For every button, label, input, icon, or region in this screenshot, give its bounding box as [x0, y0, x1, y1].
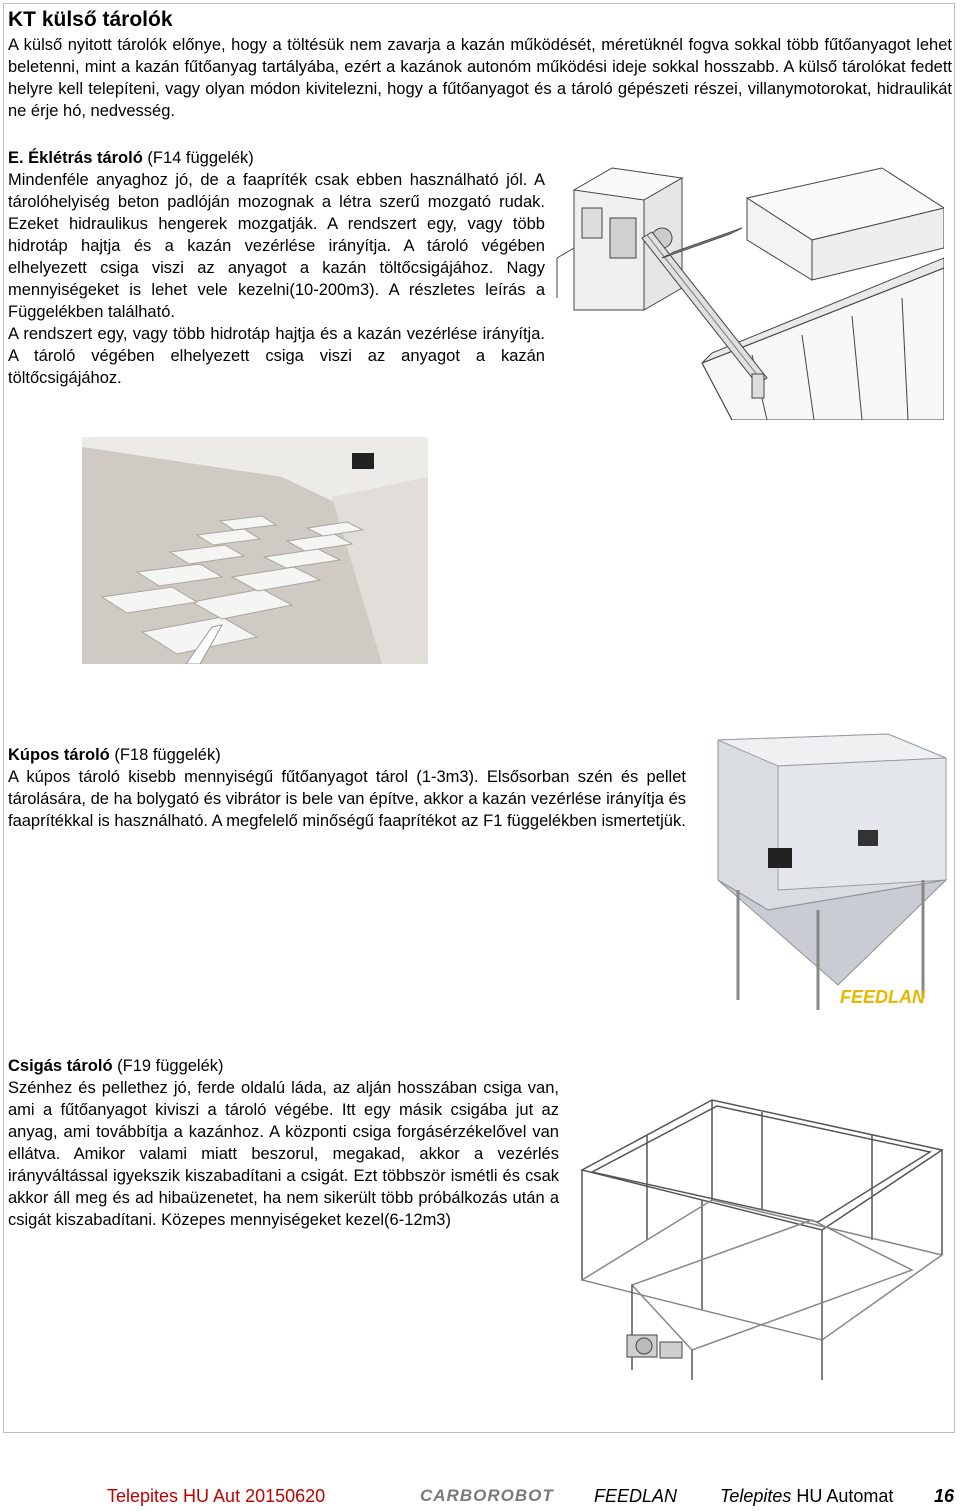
conical-hopper-photo — [708, 730, 952, 1012]
section-kupos-text — [8, 744, 686, 832]
section-csigas-text — [8, 1055, 559, 1231]
section-e-body2: A rendszert egy, vagy több hidrotáp hajtja és a kazán vezérlése irányítja. A tároló végében elhelyezett csiga viszi az anyagot a kazán töltőcsigájához. — [8, 325, 545, 387]
feedlan-logo: FEEDLAN — [840, 987, 925, 1007]
auger-bin-drawing — [572, 1080, 952, 1390]
section-kupos-body: A kúpos tároló kisebb mennyiségű fűtőanyagot tárol (1-3m3). Elsősorban szén és pellet tárolására, de ha bolygató és vibrátor is bele van építve, akkor a kazán vezérlése irányítja és faaprítékkal is használható. A megfelelő minőségű faaprítékot az F1 függelékben ismertetjük. — [8, 768, 686, 830]
section-csigas-ref: (F19 függelék) — [112, 1057, 224, 1075]
footer-page-number: 16 — [934, 1486, 955, 1506]
footer-title-italic: Telepites — [720, 1486, 792, 1506]
section-e-body: Mindenféle anyaghoz jó, de a faapríték csak ebben használható jól. A tárolóhelyiség beton padlóján mozognak a létra szerű mozgató rudak. Ezeket hidraulikus hengerek mozgatják. A rendszert egy, vagy több hidrotáp hajtja és a kazán vezérlése irányítja. A tároló végében elhelyezett csiga viszi az anyagot a kazán töltőcsigájához. Nagy mennyiségeket is lehet vele kezelni(10-200m3). A részletes leírás a Függelékben található. — [8, 171, 545, 321]
footer-brand-carborobot: CARBOROBOT — [420, 1486, 554, 1505]
walking-floor-storage-drawing — [552, 148, 944, 420]
footer-doc-id: Telepites HU Aut 20150620 — [107, 1486, 326, 1506]
footer-title — [720, 1486, 893, 1510]
section-e-text — [8, 147, 545, 389]
section-kupos-ref: (F18 függelék) — [109, 746, 221, 764]
page-title: KT külső tárolók — [8, 8, 173, 31]
footer-brand-feedlan: FEEDLAN — [594, 1486, 678, 1506]
section-csigas-body: Szénhez és pellethez jó, ferde oldalú láda, az alján hosszában csiga van, ami a fűtőanyagot kiviszi a tároló végébe. Itt egy másik csigába jut az anyag, ami továbbítja a kazánhoz. A központi csiga forgásérzékelővel van ellátva. Amikor valami miatt beszorul, megakad, akkor a vezérlés irányváltással igyekszik kiszabadítani a csigát. Ezt többször ismétli és csak akkor áll meg és ad hibaüzenetet, ha nem sikerült több próbálkozás után a csigát kiszabadítani. Közepes mennyiségeket kezel(6-12m3) — [8, 1079, 559, 1229]
footer-title-rest: HU Automat — [791, 1486, 894, 1506]
section-e-ref: (F14 függelék) — [142, 149, 254, 167]
intro-paragraph: A külső nyitott tárolók előnye, hogy a töltésük nem zavarja a kazán működését, méretüknél fogva sokkal több fűtőanyagot lehet beletenni, mint a kazán fűtőanyag tartályába, ezért a kazánok autonóm működési ideje sokkal hosszabb. A külső tárolókat fedett helyre kell telepíteni, vagy olyan módon kivitelezni, hogy a fűtőanyagot és a tároló gépészeti részei, villanymotorokat, hidraulikát ne érje hó, nedvesség. — [8, 36, 952, 120]
section-kupos-heading: Kúpos tároló — [8, 746, 110, 764]
section-csigas-heading: Csigás tároló — [8, 1057, 113, 1075]
ladder-floor-photo — [82, 437, 428, 664]
section-e-heading: E. Éklétrás tároló — [8, 149, 143, 167]
